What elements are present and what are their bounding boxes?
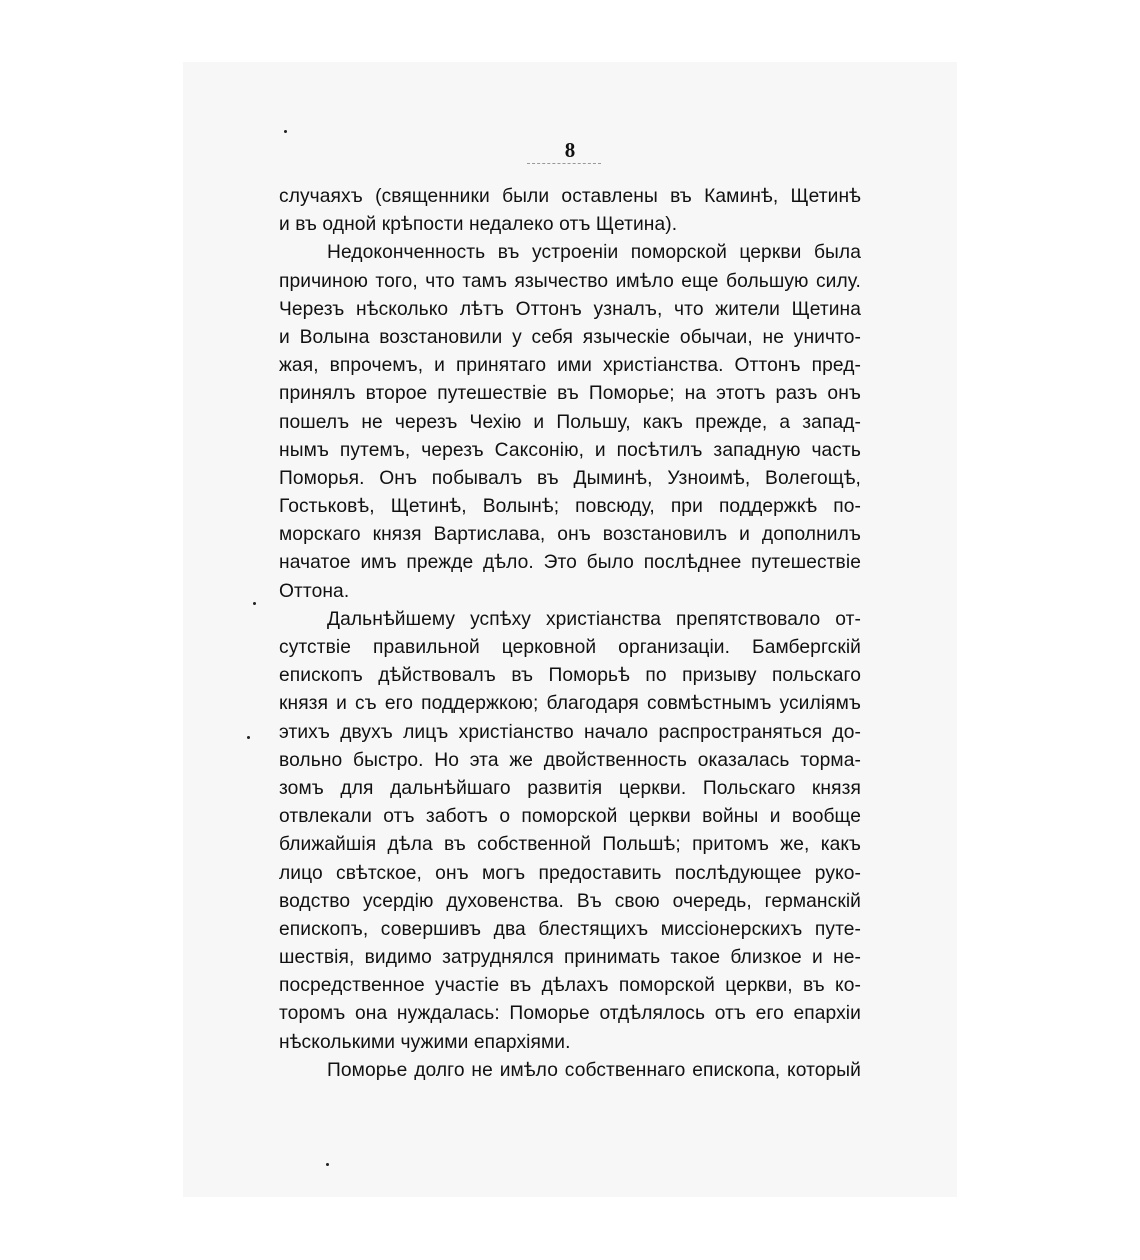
text-line: епископъ дѣйствовалъ въ Поморьѣ по призыву польскаго: [279, 665, 861, 687]
paragraph-start-line: Дальнѣйшему успѣху христіанства препятствовало от-: [327, 608, 861, 630]
text-line: князя и съ его поддержкою; благодаря совмѣстнымъ усиліямъ: [279, 693, 861, 715]
text-line: отвлекали отъ заботъ о поморской церкви войны и вообще: [279, 806, 861, 828]
scan-speck: [253, 602, 256, 605]
text-line: и въ одной крѣпости недалеко отъ Щетина).: [279, 214, 678, 236]
paragraph-start-line: Недоконченность въ устроеніи поморской церкви была: [327, 242, 861, 264]
text-line: зомъ для дальнѣйшаго развитія церкви. Польскаго князя: [279, 777, 861, 799]
text-line: водство усердію духовенства. Въ свою очередь, германскій: [279, 890, 861, 912]
text-line: ближайшія дѣла въ собственной Польшѣ; притомъ же, какъ: [279, 834, 861, 856]
text-line: вольно быстро. Но эта же двойственность оказалась торма-: [279, 749, 861, 771]
text-line: пошелъ не черезъ Чехію и Польшу, какъ прежде, а запад-: [279, 411, 861, 433]
text-line: лицо свѣтское, онъ могъ предоставить послѣдующее руко-: [279, 862, 861, 884]
text-line: случаяхъ (священники были оставлены въ Каминѣ, Щетинѣ: [279, 186, 861, 207]
text-line: епископъ, совершивъ два блестящихъ миссіонерскихъ путе-: [279, 918, 861, 940]
scan-speck: [247, 736, 250, 739]
scan-speck: [326, 1163, 329, 1166]
text-line: и Волына возстановили у себя языческіе обычаи, не уничто-: [279, 326, 861, 348]
text-line: причиною того, что тамъ язычество имѣло еще большую силу.: [279, 270, 861, 292]
text-line: Черезъ нѣсколько лѣтъ Оттонъ узналъ, что жители Щетина: [279, 298, 861, 320]
text-line: Оттона.: [279, 580, 350, 602]
text-line: этихъ двухъ лицъ христіанство начало распространяться до-: [279, 721, 861, 743]
paragraph-start-line: Поморье долго не имѣло собственнаго епископа, который: [327, 1059, 861, 1081]
page-number-rule: [527, 163, 601, 164]
text-line: принялъ второе путешествіе въ Поморье; на этотъ разъ онъ: [279, 383, 861, 405]
page-number: 8: [564, 138, 576, 162]
text-line: торомъ она нуждалась: Поморье отдѣлялось отъ его епархіи: [279, 1003, 861, 1025]
text-line: сутствіе правильной церковной организаціи. Бамбергскій: [279, 637, 861, 658]
text-line: шествія, видимо затруднялся принимать такое близкое и не-: [279, 947, 861, 969]
text-line: начатое имъ прежде дѣло. Это было послѣднее путешествіе: [279, 552, 861, 574]
text-line: посредственное участіе въ дѣлахъ поморской церкви, въ ко-: [279, 975, 861, 997]
text-line: нымъ путемъ, черезъ Саксонію, и посѣтилъ западную часть: [279, 439, 861, 461]
body-text: [279, 183, 861, 1085]
text-line: нѣсколькими чужими епархіями.: [279, 1031, 571, 1053]
scan-speck: [284, 130, 287, 133]
text-line: морскаго князя Вартислава, онъ возстановилъ и дополнилъ: [279, 524, 861, 546]
text-line: Гостьковѣ, Щетинѣ, Волынѣ; повсюду, при поддержкѣ по-: [279, 496, 861, 518]
text-line: жая, впрочемъ, и принятаго ими христіанства. Оттонъ пред-: [279, 355, 861, 377]
text-line: Поморья. Онъ побывалъ въ Дыминѣ, Узноимѣ, Волегощѣ,: [279, 467, 861, 489]
